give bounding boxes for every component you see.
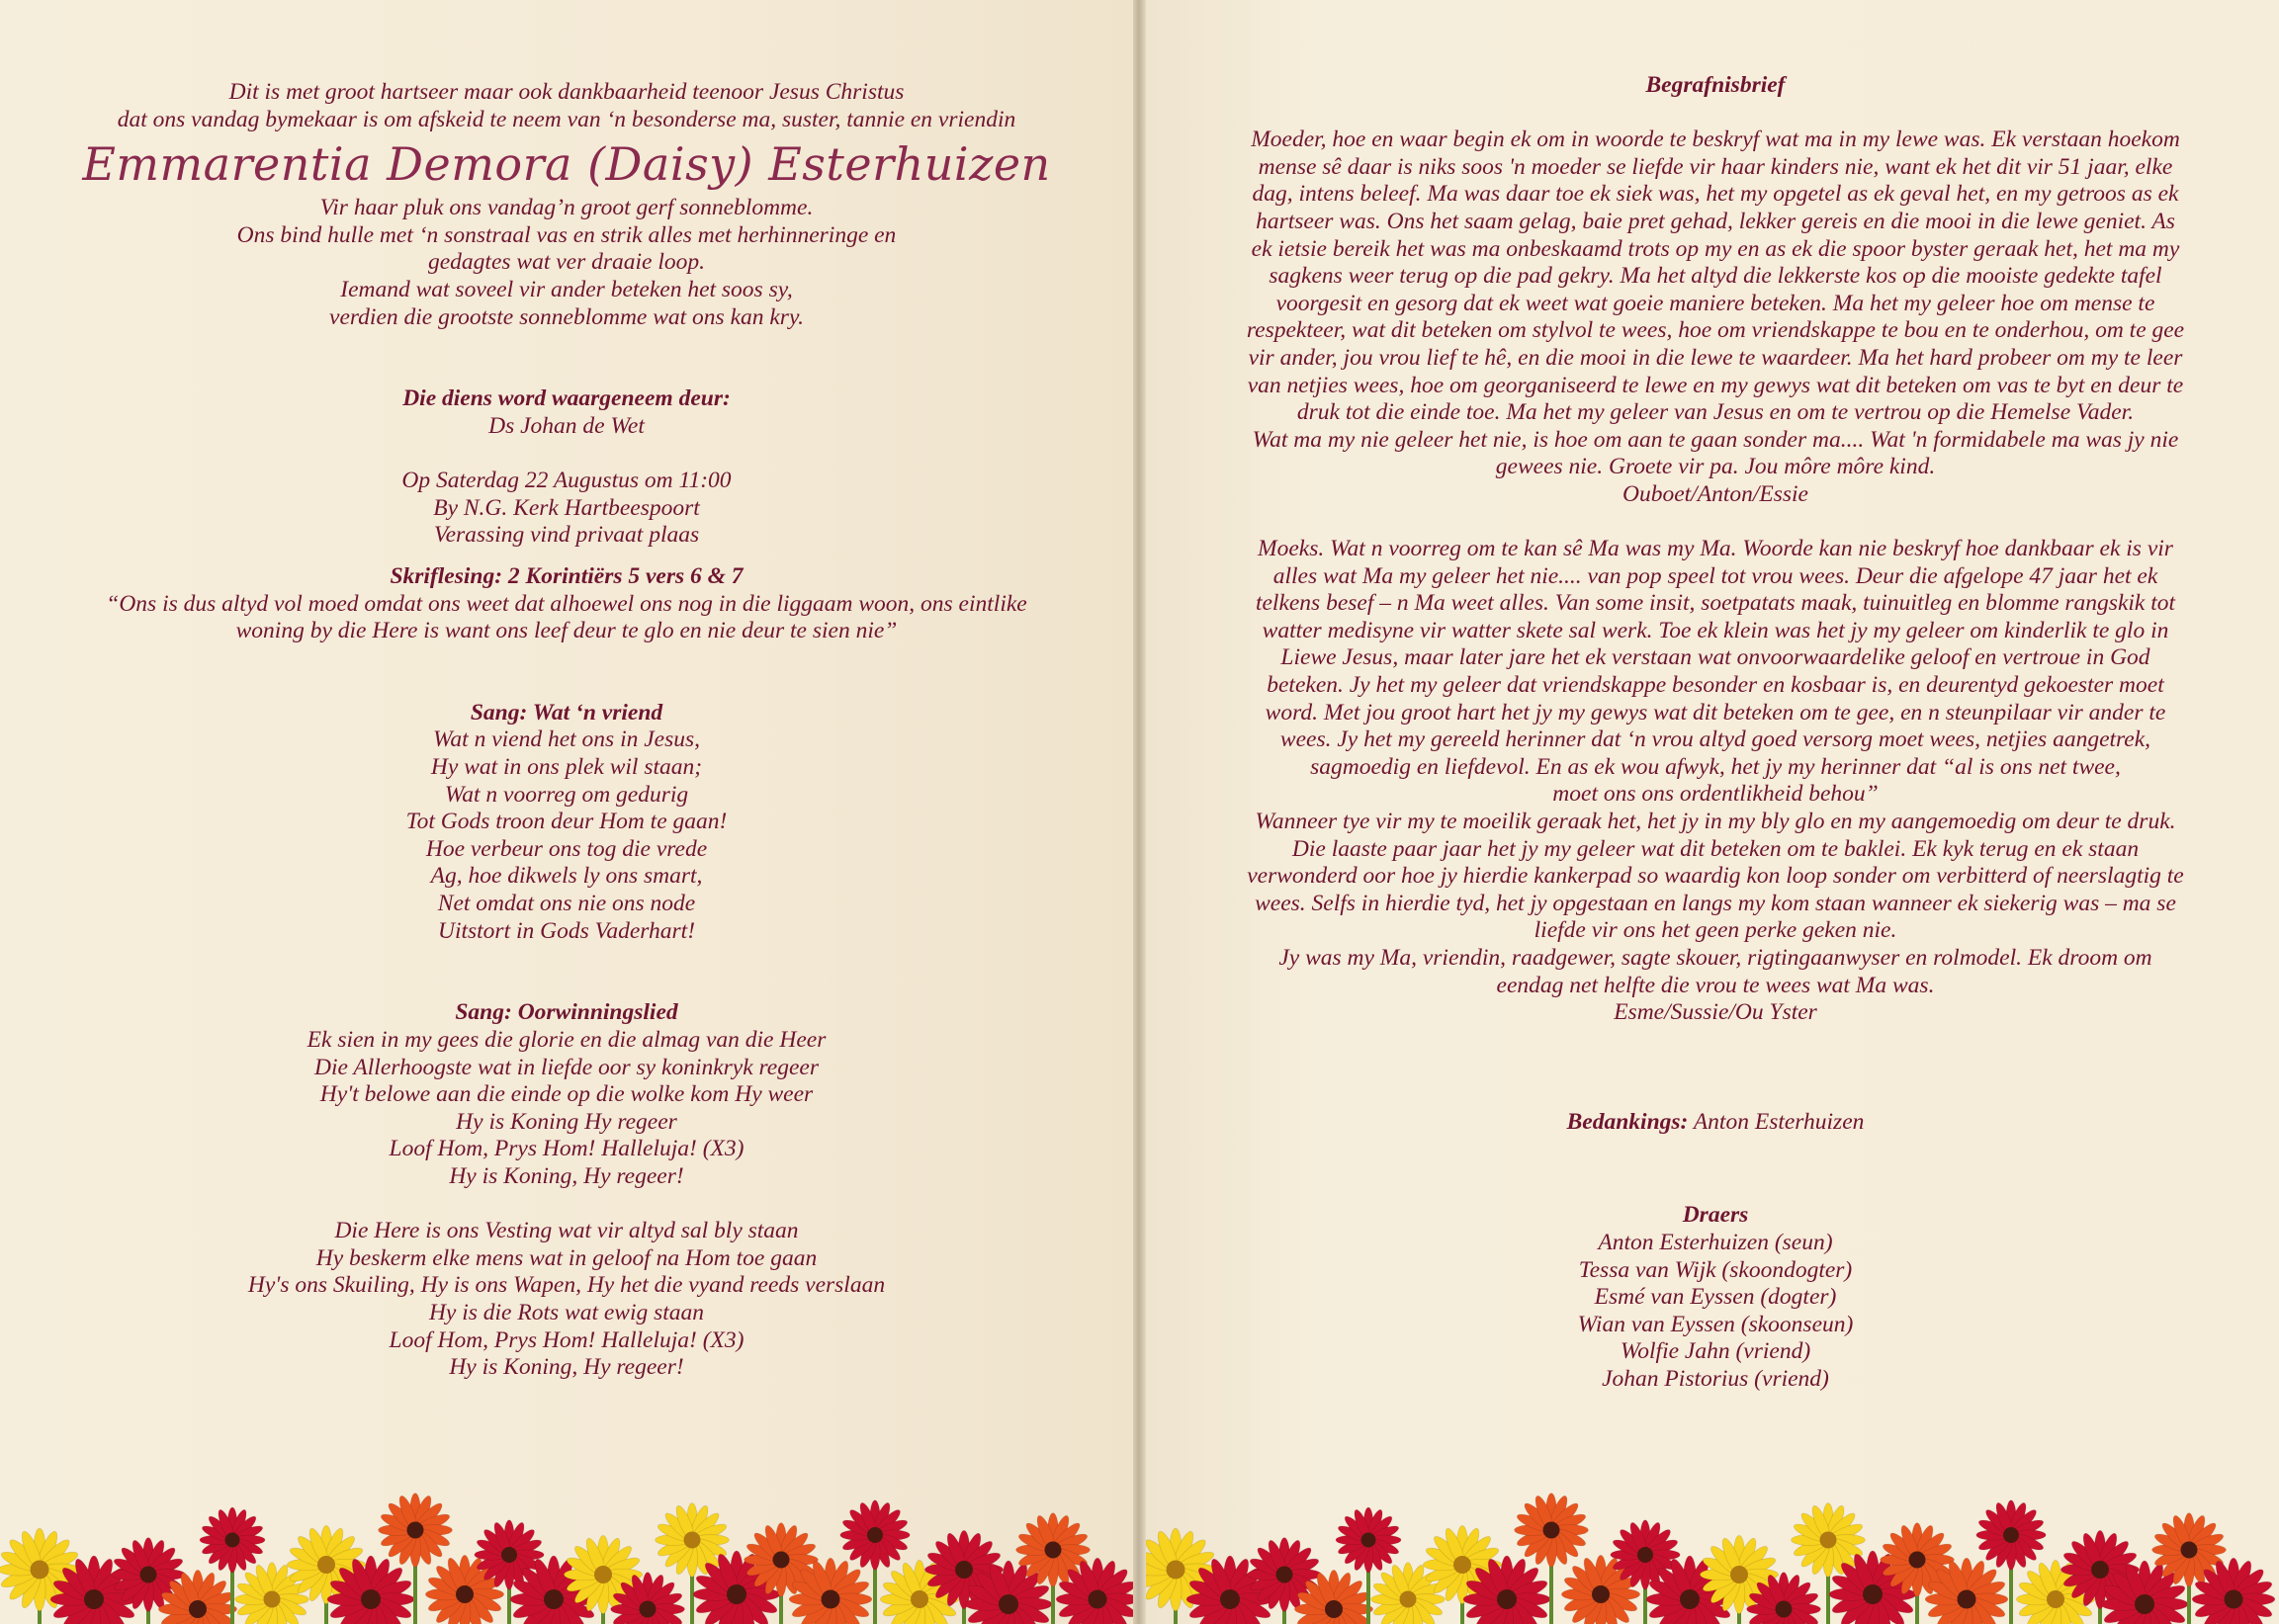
song2-line: Hy is Koning, Hy regeer!: [449, 1354, 684, 1381]
letter2-line: eendag net helfte die vrou te wees wat Ma was.: [1496, 972, 1935, 998]
intro-line: Dit is met groot hartseer maar ook dankbaarheid teenoor Jesus Christus: [228, 79, 905, 105]
letter2-line: telkens besef – n Ma weet alles. Van some insit, soetpatats maak, tuinuitleg en blomme rangskik tot: [1255, 590, 2176, 617]
song2-line: Hy beskerm elke mens wat in geloof na Hom toe gaan: [315, 1244, 818, 1271]
song1-line: Hy wat in ons plek wil staan;: [430, 754, 703, 781]
letter2-line: Liewe Jesus, maar later jare het ek verstaan wat onvoorwaardelike geloof en vertroue in God: [1280, 644, 2150, 671]
letter1-line: sagkens weer terug op die pad gekry. Ma het altyd die lekkerste kos op die mooiste gedekte tafel: [1269, 263, 2162, 290]
song1-line: Net omdat ons nie ons node: [437, 891, 696, 917]
bearer-name: Tessa van Wijk (skoondogter): [1578, 1256, 1853, 1283]
reading-heading: Skriflesing: 2 Korintiërs 5 vers 6 & 7: [390, 562, 744, 589]
letter2-signature: Esme/Sussie/Ou Yster: [1614, 999, 1817, 1026]
letter2-line: wees. Selfs in hierdie tyd, het jy opgestaan en langs my kom staan wanneer ek siekerig was – ma se: [1255, 890, 2176, 916]
reading-text: “Ons is dus altyd vol moed omdat ons weet dat alhoewel ons nog in die liggaam woon, ons eintlike: [106, 590, 1027, 617]
song2-line: Hy's ons Skuiling, Hy is ons Wapen, Hy het die vyand reeds verslaan: [247, 1272, 886, 1299]
bearer-name: Wolfie Jahn (vriend): [1620, 1338, 1811, 1365]
letter2-line: word. Met jou groot hart het jy my gewys wat dit beteken om te gee, en n steunpilaar vir ander te: [1265, 699, 2166, 726]
song2-line: Die Allerhoogste wat in liefde oor sy koninkryk regeer: [314, 1054, 819, 1080]
letter1-signature: Ouboet/Anton/Essie: [1622, 480, 1808, 507]
left-page: [0, 0, 1133, 1624]
song1-line: Ag, hoe dikwels ly ons smart,: [430, 863, 703, 890]
bearer-name: Esmé van Eyssen (dogter): [1594, 1284, 1837, 1311]
minister-name: Ds Johan de Wet: [488, 412, 645, 439]
letter2-line: verwonderd oor hoe jy hierdie kankerpad so waardig kon loop sonder om verbitterd of neerslagtig te: [1247, 863, 2184, 890]
left-column: [40, 79, 1094, 1382]
letter2-line: Moeks. Wat n voorreg om te kan sê Ma was my Ma. Woorde kan nie beskryf hoe dankbaar ek is vir: [1258, 536, 2173, 562]
letter2-line: Wanneer tye vir my te moeilik geraak het, het jy in my bly glo en my aangemoedig om deur te druk.: [1255, 809, 2176, 835]
service-heading: Die diens word waargeneem deur:: [402, 385, 731, 412]
intro-line: dat ons vandag bymekaar is om afskeid te neem van ‘n besonderse ma, suster, tannie en vriendin: [117, 106, 1016, 132]
song1-line: Wat n voorreg om gedurig: [444, 781, 689, 808]
bearer-name: Johan Pistorius (vriend): [1602, 1365, 1829, 1392]
letter2-line: Die laaste paar jaar het jy my geleer wat dit beteken om te baklei. Ek kyk terug en ek staan: [1291, 835, 2140, 862]
song2-line: Loof Hom, Prys Hom! Halleluja! (X3): [389, 1136, 745, 1162]
letter1-line: druk tot die einde toe. Ma het my geleer van Jesus en om te vertrou op die Hemelse Vader.: [1296, 399, 2135, 426]
song1-heading: Sang: Wat ‘n vriend: [470, 699, 663, 726]
right-column: [1206, 72, 2225, 1394]
flower-border-right: [1146, 1451, 2279, 1624]
letter1-line: ek ietsie bereik het was ma onbeskaamd trots op my en as ek die spoor byster geraak het, het ma my: [1251, 235, 2180, 262]
bearer-name: Wian van Eyssen (skoonseun): [1577, 1311, 1854, 1337]
bearer-name: Anton Esterhuizen (seun): [1598, 1229, 1833, 1255]
letter2-line: moet ons ons ordentlikheid behou”: [1552, 781, 1879, 808]
letter1-line: voorgesit en gesorg dat ek weet wat goeie maniere beteken. Ma het my geleer hoe om mense te: [1275, 290, 2155, 316]
letter2-line: sagmoedig en liefdevol. En as ek wou afwyk, het jy my herinner dat “al is ons net twee,: [1310, 753, 2121, 780]
poem-line: verdien die grootste sonneblomme wat ons kan kry.: [329, 303, 804, 330]
song1-line: Hoe verbeur ons tog die vrede: [425, 835, 708, 862]
song2-line: Die Here is ons Vesting wat vir altyd sal bly staan: [334, 1218, 799, 1244]
thanks-label: Bedankings:: [1566, 1108, 1689, 1135]
service-detail: By N.G. Kerk Hartbeespoort: [433, 494, 700, 521]
poem-line: Iemand wat soveel vir ander beteken het soos sy,: [340, 276, 793, 302]
flower-border-left: [0, 1451, 1133, 1624]
letter1-line: mense sê daar is niks soos 'n moeder se liefde vir haar kinders nie, want ek het dit vir 51 jaar, elke: [1258, 153, 2173, 180]
letter-heading: Begrafnisbrief: [1645, 72, 1786, 98]
page-fold: [1133, 0, 1146, 1624]
letter1-line: gewees nie. Groete vir pa. Jou môre môre kind.: [1495, 454, 1936, 480]
letter2-line: alles wat Ma my geleer het nie.... van pop speel tot vrou wees. Deur die afgelope 47 jaar het ek: [1272, 562, 2158, 589]
letter1-line: Wat ma my nie geleer het nie, is hoe om aan te gaan sonder ma.... Wat 'n formidabele ma was jy nie: [1252, 426, 2179, 453]
thanks-name: Anton Esterhuizen: [1693, 1108, 1865, 1135]
song2-line: Ek sien in my gees die glorie en die almag van die Heer: [307, 1027, 827, 1053]
letter1-line: van netjies wees, hoe om georganiseerd te lewe en my gewys wat dit beteken om vas te byt en deur te: [1247, 372, 2184, 398]
letter1-line: respekteer, wat dit beteken om stylvol te wees, hoe om vriendskappe te bou en te onderhou, om te gee: [1246, 317, 2185, 344]
song1-line: Wat n viend het ons in Jesus,: [433, 727, 700, 753]
song2-line: Hy is Koning Hy regeer: [456, 1108, 677, 1135]
poem-line: Vir haar pluk ons vandag’n groot gerf sonneblomme.: [319, 195, 814, 221]
song1-line: Tot Gods troon deur Hom te gaan!: [405, 809, 728, 835]
song2-line: Hy't belowe aan die einde op die wolke kom Hy weer: [319, 1081, 814, 1108]
service-detail: Op Saterdag 22 Augustus om 11:00: [401, 468, 732, 494]
letter2-line: wees. Jy het my gereeld herinner dat ‘n vrou altyd goed versorg moet wees, netjies aangetrek,: [1279, 727, 2151, 753]
song2-heading: Sang: Oorwinningslied: [455, 999, 678, 1026]
letter1-line: dag, intens beleef. Ma was daar toe ek siek was, het my opgetel as ek geval het, en my getroos as ek: [1252, 181, 2179, 208]
letter2-line: Jy was my Ma, vriendin, raadgewer, sagte skouer, rigtingaanwyser en rolmodel. Ek droom om: [1278, 945, 2152, 971]
letter2-line: beteken. Jy het my geleer dat vriendskappe besonder en kosbaar is, en deurentyd gekoester moet: [1267, 672, 2164, 699]
bearers-heading: Draers: [1682, 1202, 1749, 1229]
service-detail: Verassing vind privaat plaas: [433, 522, 700, 549]
letter2-line: watter medisyne vir watter skete sal werk. Toe ek klein was het jy my geleer om kinderlik te glo in: [1262, 617, 2169, 643]
reading-text: woning by die Here is want ons leef deur te glo en nie deur te sien nie”: [235, 618, 898, 644]
song1-line: Uitstort in Gods Vaderhart!: [437, 917, 696, 944]
thanks-line: [1206, 1109, 2225, 1137]
letter2-line: liefde vir ons het geen perke geken nie.: [1534, 917, 1897, 944]
poem-line: Ons bind hulle met ‘n sonstraal vas en strik alles met herhinneringe en: [236, 221, 897, 248]
letter1-line: vir ander, jou vrou lief te hê, en die mooi in die lewe te waardeer. Ma het hard probeer om my te leer: [1248, 344, 2183, 371]
letter1-line: Moeder, hoe en waar begin ek om in woorde te beskryf wat ma in my lewe was. Ek verstaan hoekom: [1251, 127, 2180, 153]
deceased-name: Emmarentia Demora (Daisy) Esterhuizen: [82, 137, 1051, 192]
song2-line: Hy is Koning, Hy regeer!: [449, 1162, 684, 1189]
letter1-line: hartseer was. Ons het saam gelag, baie pret gehad, lekker gereis en die mooi in die lewe geniet. As: [1256, 208, 2175, 234]
song2-line: Hy is die Rots wat ewig staan: [428, 1299, 705, 1325]
song2-line: Loof Hom, Prys Hom! Halleluja! (X3): [389, 1326, 745, 1353]
poem-line: gedagtes wat ver draaie loop.: [427, 249, 705, 276]
